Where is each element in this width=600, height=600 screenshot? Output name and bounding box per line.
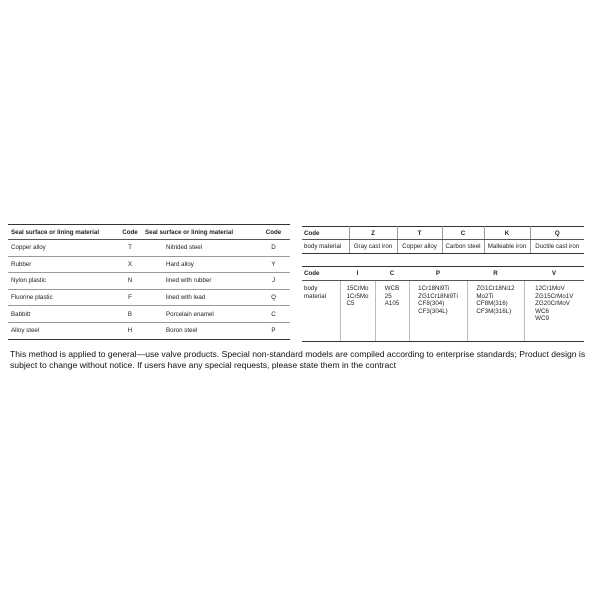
header-code-c: C <box>442 227 484 240</box>
material-line: ZG1Cr18Ni9Ti <box>418 292 458 300</box>
material-line: ZG15CrMo1V <box>535 292 574 300</box>
material-line: CF8M(316) <box>476 300 508 308</box>
material-cell: Carbon steel <box>442 240 484 254</box>
code-cell: F <box>118 289 142 306</box>
material-cell: Gray cast iron <box>349 240 397 254</box>
material-cell: Alloy steel <box>8 322 118 339</box>
header-code: Code <box>118 225 142 240</box>
body-table-header <box>302 227 584 240</box>
code-cell: B <box>118 306 142 323</box>
material-line: ZG1Cr18Ni12 <box>476 285 515 292</box>
material-cell: Porcelain enamel <box>142 306 257 323</box>
footnote-text: This method is applied to general—use valve products. Special non-standard models are compiled according to enterprise standards; Product design is subject to change without notice. If users have any special requests, please state them in the contract <box>10 348 586 371</box>
table-row <box>302 281 584 342</box>
row-label-line: material <box>304 292 327 300</box>
material-cell: Malleable iron <box>484 240 530 254</box>
header-code-k: K <box>484 227 530 240</box>
table-row <box>8 256 290 273</box>
material-line: 12Cr1MoV <box>535 285 565 292</box>
code-cell: J <box>257 273 290 290</box>
table-row <box>8 322 290 339</box>
material-line: CF8(304) <box>418 300 445 308</box>
table-row <box>8 240 290 257</box>
material-cell: Babbitt <box>8 306 118 323</box>
material-cell: Hard alloy <box>142 256 257 273</box>
header-code-z: Z <box>349 227 397 240</box>
material-cell <box>524 281 584 342</box>
header-code-c: C <box>375 267 409 281</box>
header-code-r: R <box>467 267 524 281</box>
header-code: Code <box>302 267 340 281</box>
code-cell: C <box>257 306 290 323</box>
material-cell: Ductile cast iron <box>530 240 584 254</box>
header-code-i: I <box>340 267 375 281</box>
header-code-v: V <box>524 267 584 281</box>
material-cell <box>340 281 375 342</box>
material-line: ZG20CrMoV <box>535 300 570 308</box>
code-cell: T <box>118 240 142 257</box>
material-cell: Boron steel <box>142 322 257 339</box>
header-code-q: Q <box>530 227 584 240</box>
material-line: Mo2Ti <box>476 292 494 300</box>
header-code-p: P <box>409 267 467 281</box>
header-seal-material: Seal surface or lining material <box>8 225 118 240</box>
header-code: Code <box>302 227 349 240</box>
code-cell: Y <box>257 256 290 273</box>
material-line: WCB <box>384 285 400 292</box>
material-cell: Nylon plastic <box>8 273 118 290</box>
code-cell: N <box>118 273 142 290</box>
code-cell: X <box>118 256 142 273</box>
material-cell: lined with lead <box>142 289 257 306</box>
material-cell: Nitrided steel <box>142 240 257 257</box>
material-cell: Fluorine plastic <box>8 289 118 306</box>
material-cell <box>409 281 467 342</box>
material-line: C5 <box>346 300 355 308</box>
header-seal-material: Seal surface or lining material <box>142 225 257 240</box>
material-line: WC6 <box>535 307 549 315</box>
material-line: A105 <box>384 300 400 308</box>
header-code: Code <box>257 225 290 240</box>
material-line: 1Cr18Ni9Ti <box>418 285 450 292</box>
table-row <box>302 240 584 254</box>
alloy-material-table <box>302 266 584 342</box>
material-cell: Rubber <box>8 256 118 273</box>
material-cell: Copper alloy <box>397 240 442 254</box>
material-cell <box>375 281 409 342</box>
alloy-table-header <box>302 267 584 281</box>
row-label-line: body <box>304 285 318 292</box>
material-cell: lined with rubber <box>142 273 257 290</box>
material-line: 15CrMo <box>346 285 369 292</box>
table-row <box>8 306 290 323</box>
code-cell: D <box>257 240 290 257</box>
table-row <box>8 289 290 306</box>
row-label: body material <box>302 240 349 254</box>
material-line: CF3M(316L) <box>476 307 512 315</box>
header-code-t: T <box>397 227 442 240</box>
code-cell: H <box>118 322 142 339</box>
material-line: WC9 <box>535 315 549 323</box>
body-material-table <box>302 226 584 254</box>
code-cell: P <box>257 322 290 339</box>
material-line: 1Cr5Mo <box>346 292 369 300</box>
material-line: CF3(304L) <box>418 307 448 315</box>
material-cell: Copper alloy <box>8 240 118 257</box>
code-cell: Q <box>257 289 290 306</box>
seal-table-header <box>8 225 290 240</box>
material-line: 25 <box>384 292 392 300</box>
material-cell <box>467 281 524 342</box>
row-label <box>302 281 340 342</box>
table-row <box>8 273 290 290</box>
seal-material-table <box>8 224 290 340</box>
